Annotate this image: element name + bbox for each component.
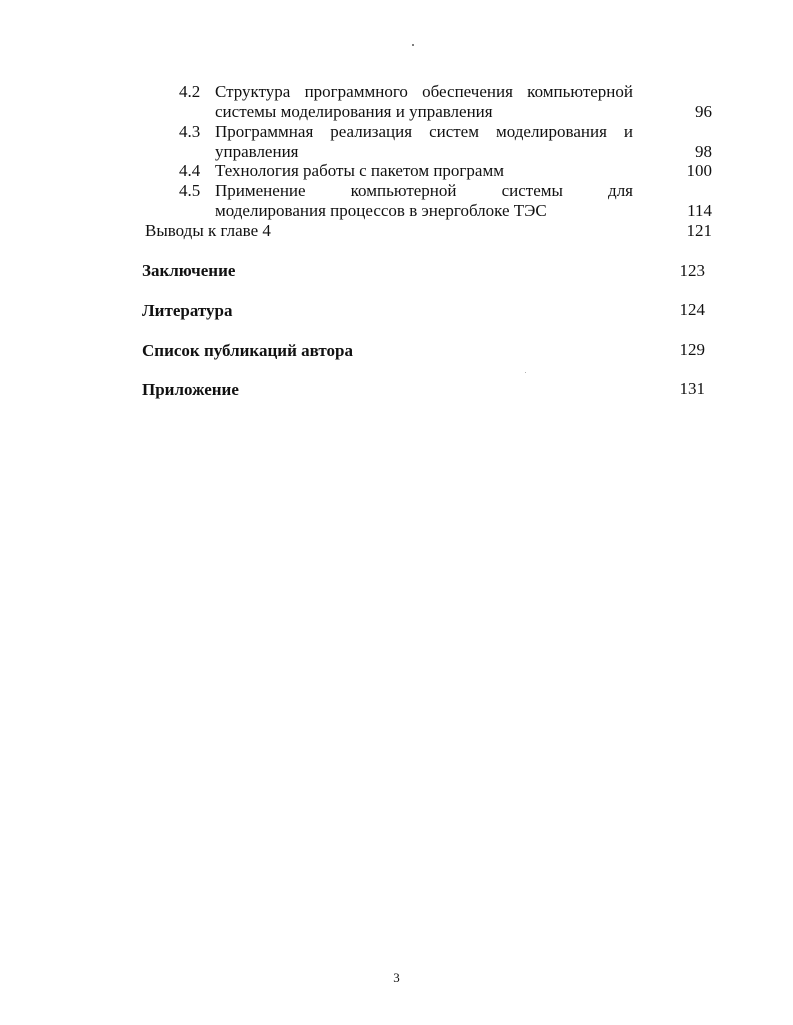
toc-section-title: Литература	[142, 301, 233, 320]
toc-conclusions-title: Выводы к главе 4	[145, 221, 271, 240]
toc-section-title: Заключение	[142, 261, 236, 280]
toc-entry-page: 96	[695, 102, 712, 121]
toc-section-page: 123	[679, 261, 705, 280]
toc-entry-title-line1: Технология работы с пакетом программ	[215, 161, 504, 180]
scan-speck	[525, 372, 526, 373]
toc-entry-page: 114	[687, 201, 712, 220]
toc-section-title: Приложение	[142, 380, 239, 399]
toc-entry-page: 98	[695, 142, 712, 161]
toc-entry-number: 4.5	[179, 181, 201, 200]
toc-section-page: 124	[679, 300, 705, 319]
toc-entry-page: 100	[686, 161, 712, 180]
toc-entry-number: 4.4	[179, 161, 201, 180]
toc-section-title: Список публикаций автора	[142, 341, 353, 360]
toc-conclusions-page: 121	[686, 221, 712, 240]
toc-entry-title-line2: моделирования процессов в энергоблоке ТЭС	[215, 201, 547, 220]
toc-entry-number: 4.3	[179, 122, 201, 141]
page-number: 3	[393, 970, 400, 985]
toc-entry-title-line1: Программная реализация систем моделирования и	[215, 122, 633, 141]
toc-entry-title-line1: Применение компьютерной системы для	[215, 181, 633, 200]
toc-entry-number: 4.2	[179, 82, 201, 101]
scan-speck	[412, 44, 414, 46]
toc-entry-title-line1: Структура программного обеспечения компьютерной	[215, 82, 633, 101]
toc-section-page: 129	[679, 340, 705, 359]
toc-entry-title-line2: управления	[215, 142, 299, 161]
toc-section-page: 131	[679, 379, 705, 398]
toc-entry-title-line2: системы моделирования и управления	[215, 102, 493, 121]
